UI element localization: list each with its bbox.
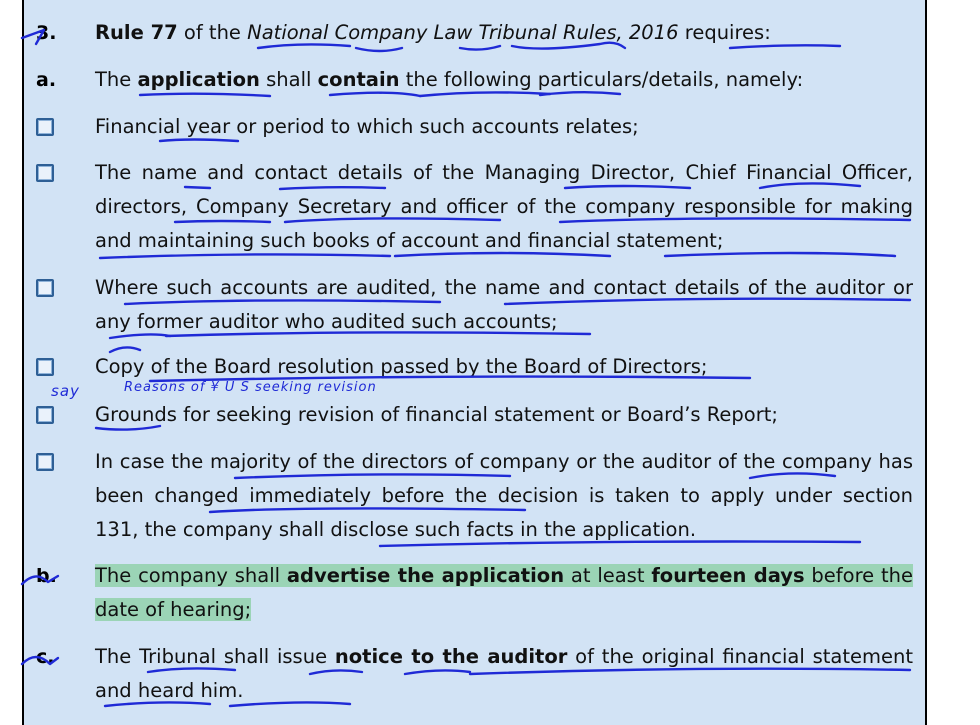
rule-of-the: of the (177, 21, 248, 44)
item-b-text (95, 559, 913, 627)
checkbox-bullet-icon (36, 164, 54, 182)
rule-label: Rule 77 (95, 21, 178, 44)
item-b-marker: b. (36, 565, 57, 587)
item-a-marker: a. (36, 69, 57, 91)
item-c-bold-notice: notice to the auditor (334, 645, 568, 668)
checkbox-bullet-icon (36, 406, 54, 424)
checkbox-bullet-icon (36, 118, 54, 136)
slide (22, 0, 927, 725)
rule-number: 3. (36, 22, 57, 44)
bullet-text: The name and contact details of the Managing Director, Chief Financial Officer, directors, Company Secretary and officer of the company responsible for making and maintaining such books of account and financial statement; (95, 161, 913, 252)
handwritten-note-reasons: Reasons of ¥ U S seeking revision (124, 380, 377, 395)
item-b-part: before the date of hearing; (95, 564, 913, 621)
item-c-marker: c. (36, 646, 55, 668)
item-b-part: The company shall (95, 564, 287, 587)
item-c-part: The Tribunal shall issue (95, 645, 335, 668)
bullet-text: Where such accounts are audited, the name and contact details of the auditor or any former auditor who audited such accounts; (95, 276, 913, 333)
handwritten-note-say: say (51, 382, 80, 400)
item-a-bold-application: application (137, 68, 260, 91)
item-a-part: the following particulars/details, namely: (399, 68, 804, 91)
item-a-part: shall (259, 68, 318, 91)
checkbox-bullet-icon (36, 453, 54, 471)
item-a-bold-contain: contain (317, 68, 400, 91)
item-b-part: at least (564, 564, 652, 587)
rule-requires: requires: (678, 21, 771, 44)
bullet-text: In case the majority of the directors of company or the auditor of the company has been changed immediately before the decision is taken to apply under section 131, the company shall disclose such facts in the application. (95, 450, 913, 541)
rules-title: National Company Law Tribunal Rules, 2016 (247, 21, 679, 44)
item-a-text (95, 63, 913, 97)
bullet-text: Financial year or period to which such accounts relates; (95, 115, 639, 138)
item-b-bold-advertise: advertise the application (286, 564, 565, 587)
highlighted-sentence (95, 564, 913, 621)
item-b-bold-fourteen-days: fourteen days (651, 564, 805, 587)
bullet-text: Grounds for seeking revision of financial statement or Board’s Report; (95, 403, 778, 426)
checkbox-bullet-icon (36, 358, 54, 376)
rule-heading (95, 16, 913, 50)
checkbox-bullet-icon (36, 279, 54, 297)
item-c-text (95, 640, 913, 708)
item-a-part: The (95, 68, 138, 91)
bullet-text: Copy of the Board resolution passed by the Board of Directors; (95, 355, 708, 378)
item-c-part: of the original financial statement and heard him. (95, 645, 913, 702)
